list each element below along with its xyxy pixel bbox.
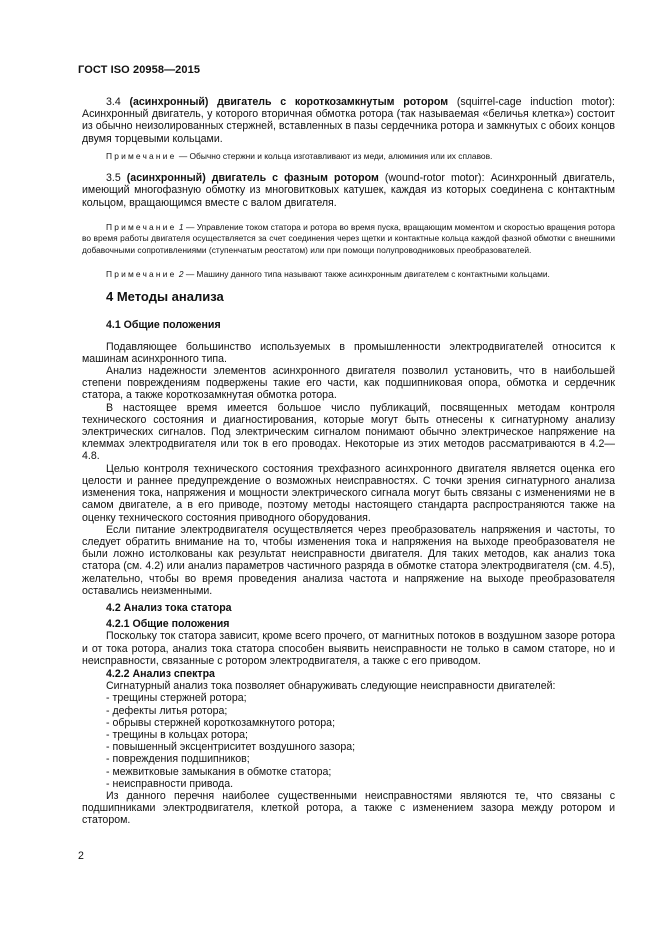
note-text: — Управление током статора и ротора во время пуска, вращающим моментом и скоростью вращения ротора во время работы двигателя осуществляется за счет соединения через щетки и контактные кольца каждой фазной обмотки с внешними добавочными сопротивлениями (ступенчатым реостатом) или при помощи полупроводниковых преобразователей.: [82, 221, 616, 255]
list-item: - неисправности привода.: [106, 777, 234, 790]
section-4-2-2-heading: 4.2.2 Анализ спектра: [106, 667, 215, 680]
term-3-5-title: (асинхронный) двигатель с фазным ротором: [126, 172, 379, 185]
section-4-1-paragraph-5: Если питание электродвигателя осуществляется через преобразователь напряжения и частоты, то следует обратить внимание на то, чтобы изменения тока и напряжения на выходе преобразователя не были ложно истолкованы как результат неисправности двигателя. Для таких методов, как анализ тока статора (см. 4.2) или анализ параметров частичного разряда в обмотке статора электродвигателя (см. 4.5), желательно, чтобы во время проведения анализа частота и напряжение на выходе преобразователя оставались неизменными.: [82, 523, 615, 597]
page-number: 2: [78, 850, 84, 862]
list-item: - обрывы стержней короткозамкнутого ротора;: [106, 716, 336, 729]
term-3-4-english: (squirrel-cage induction motor):: [456, 96, 615, 108]
list-item: - повышенный эксцентриситет воздушного зазора;: [106, 741, 356, 754]
list-item: - повреждения подшипников;: [106, 753, 250, 766]
section-4-1-heading: 4.1 Общие положения: [106, 319, 221, 332]
section-4-heading: 4 Методы анализа: [106, 289, 224, 305]
fault-list: [82, 692, 615, 790]
term-3-4-number: 3.4: [106, 96, 121, 108]
section-4-2-2-intro: Сигнатурный анализ тока позволяет обнаруживать следующие неисправности двигателей:: [106, 680, 556, 693]
page-content: [82, 96, 615, 827]
term-3-5-number: 3.5: [106, 172, 121, 185]
term-3-5-note-2: [82, 269, 615, 280]
section-4-1-paragraph-2: Анализ надежности элементов асинхронного двигателя позволил установить, что в наибольшей степени повреждениям подвержены такие его части, как подшипниковая опора, обмотка и сердечник статора, а также короткозамкнутая обмотка ротора.: [82, 365, 615, 402]
list-item: - межвитковые замыкания в обмотке статора;: [106, 765, 332, 778]
term-3-5-english: (wound-rotor motor):: [384, 172, 485, 185]
term-3-4-title: (асинхронный) двигатель с короткозамкнутым ротором: [129, 96, 449, 108]
note-number: 1: [178, 221, 184, 232]
term-3-4-note: [82, 151, 615, 162]
section-4-2-heading: 4.2 Анализ тока статора: [106, 601, 232, 614]
section-4-2-2-conclusion: Из данного перечня наиболее существенными неисправностями являются те, что связаны с подшипниками электродвигателя, клеткой ротора, а также с изменением зазора между ротором и статором.: [82, 789, 615, 827]
note-text: — Машину данного типа называют также асинхронным двигателем с контактными кольцами.: [185, 269, 550, 280]
term-3-5-note-1: [82, 222, 615, 256]
term-3-5: [82, 172, 615, 209]
note-label: Примечание: [106, 269, 177, 280]
section-4-2-1-paragraph: Поскольку ток статора зависит, кроме всего прочего, от магнитных потоков в воздушном зазоре ротора и от тока ротора, анализ тока статора способен выявить неисправности не только в самом статоре, но и неисправности, связанные с ротором электродвигателя, а также с его приводом.: [82, 630, 615, 667]
standard-header: ГОСТ ISO 20958—2015: [78, 64, 201, 76]
note-number: 2: [178, 269, 184, 280]
note-label: Примечание: [106, 221, 177, 232]
list-item: - дефекты литья ротора;: [106, 704, 228, 717]
section-4-2-1-heading: 4.2.1 Общие положения: [106, 618, 230, 631]
note-text: — Обычно стержни и кольца изготавливают из меди, алюминия или их сплавов.: [178, 150, 493, 161]
section-4-1-paragraph-1: Подавляющее большинство используемых в промышленности электродвигателей относится к машинам асинхронного типа.: [82, 340, 615, 365]
term-3-5-definition: Асинхронный двигатель, имеющий многофазную обмотку из многовитковых катушек, каждая из которых соединена с контактным кольцом, вращающимся вместе с валом двигателя.: [82, 172, 615, 209]
section-4-1-paragraph-3: В настоящее время имеется большое число публикаций, посвященных методам контроля технического состояния и диагностирования, которые могут быть отнесены к сигнатурному анализу электрических сигналов. Под электрическим сигналом понимают обычно электрическое напряжение на клеммах электродвигателя или ток в его проводах. Некоторые из этих методов рассматриваются в 4.2—4.8.: [82, 401, 615, 463]
term-3-4: [82, 96, 615, 145]
term-3-4-definition: Асинхронный двигатель, у которого вторичная обмотка ротора (так называемая «беличья клетка») состоит из обычно неизолированных стержней, вставленных в пазы сердечника ротора и замкнутых с обоих концов двумя торцевыми кольцами.: [82, 108, 615, 145]
note-label: Примечание: [106, 150, 177, 161]
list-item: - трещины стержней ротора;: [106, 692, 247, 705]
section-4-1-paragraph-4: Целью контроля технического состояния трехфазного асинхронного двигателя является оценка его целости и раннее предупреждение о возможных неисправностях. С точки зрения сигнатурного анализа изменения тока, напряжения и мощности электрического сигнала могут быть связаны с изменениями не в самом двигателе, а в его приводе, поэтому методы настоящего стандарта распространяются также на оценку технического состояния приводного оборудования.: [82, 462, 615, 524]
list-item: - трещины в кольцах ротора;: [106, 728, 248, 741]
